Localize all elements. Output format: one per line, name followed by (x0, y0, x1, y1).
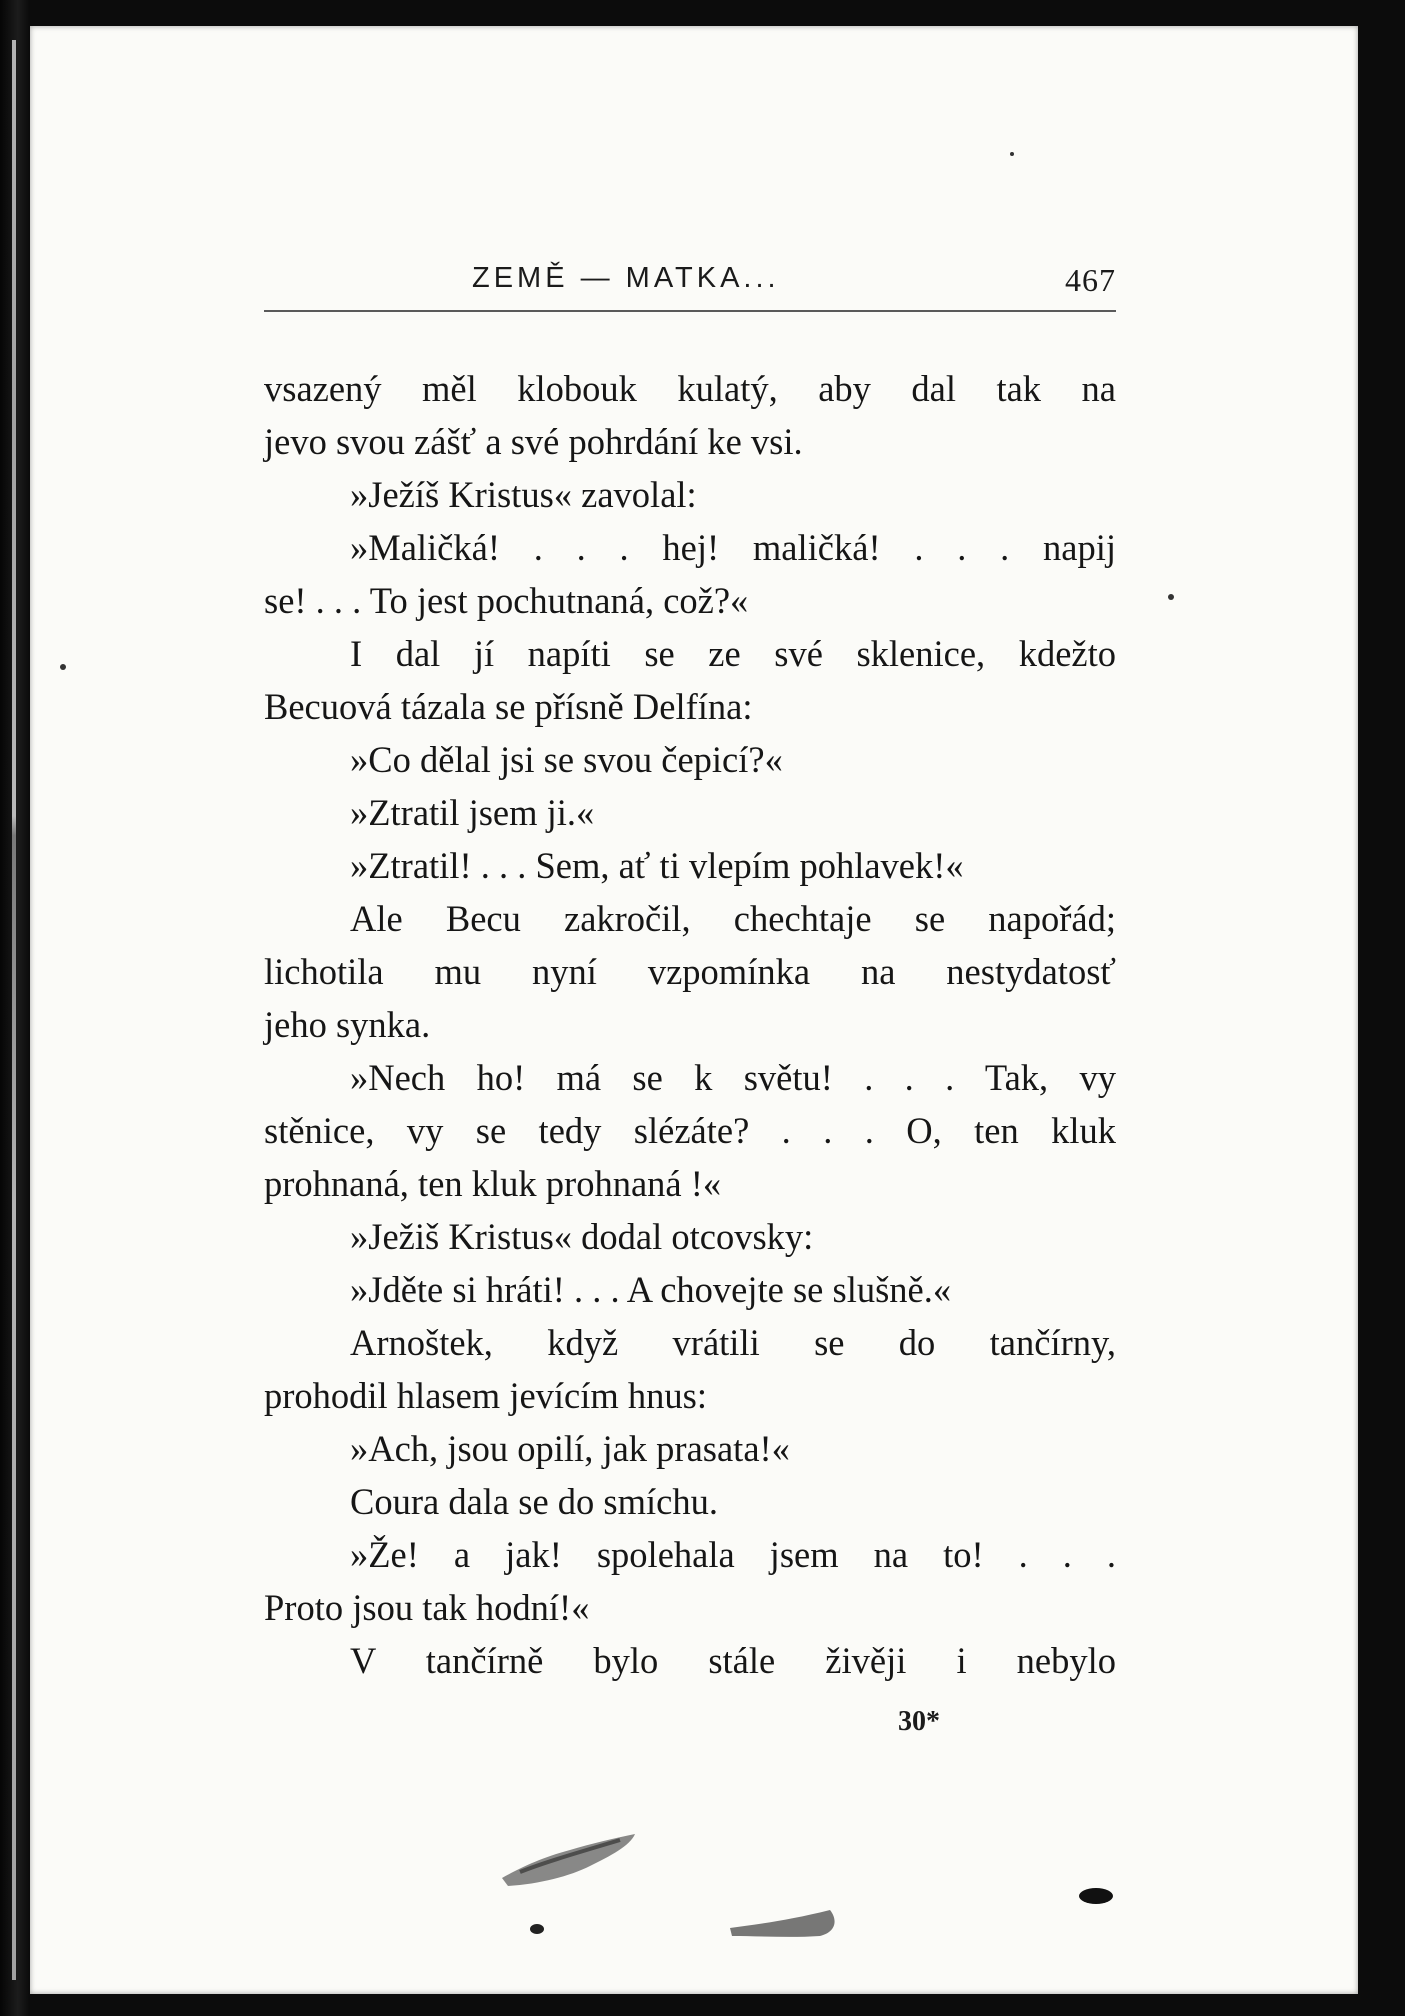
text-line: prohnaná, ten kluk prohnaná !« (264, 1163, 722, 1204)
text-line: »Jděte si hráti! . . . A chovejte se slušně.« (350, 1269, 952, 1310)
signature-mark: 30* (898, 1706, 940, 1737)
text-line: »Ježíš Kristus« zavolal: (350, 474, 697, 515)
text-line: jevo svou zášť a své pohrdání ke vsi. (264, 421, 803, 462)
text-line: »Nech ho! má se k světu! . . . Tak, vy (350, 1057, 1116, 1098)
text-line: V tančírně bylo stále živěji i nebylo (350, 1640, 1116, 1681)
ink-smudge (720, 1880, 850, 1940)
text-line: lichotila mu nyní vzpomínka na nestydatosť (264, 951, 1116, 992)
paper-speck (530, 1924, 544, 1934)
text-line: »Ztratil! . . . Sem, ať ti vlepím pohlavek!« (350, 845, 964, 886)
paper-speck (60, 664, 66, 670)
text-line: Becuová tázala se přísně Delfína: (264, 686, 753, 727)
text-line: se! . . . To jest pochutnaná, což?« (264, 580, 749, 621)
text-line: Arnoštek, když vrátili se do tančírny, (350, 1322, 1116, 1363)
text-line: I dal jí napíti se ze své sklenice, kdežto (350, 633, 1116, 674)
text-line: »Ach, jsou opilí, jak prasata!« (350, 1428, 790, 1469)
book-spine (0, 0, 30, 2016)
running-title: ZEMĚ — MATKA... (472, 262, 780, 294)
text-line: »Že! a jak! spolehala jsem na to! . . . (350, 1534, 1116, 1575)
text-line: Coura dala se do smíchu. (350, 1481, 718, 1522)
page-header (264, 258, 1116, 308)
page-number: 467 (1065, 262, 1116, 298)
text-line: Proto jsou tak hodní!« (264, 1587, 590, 1628)
text-line: vsazený měl klobouk kulatý, aby dal tak na (264, 368, 1116, 409)
text-line: Ale Becu zakročil, chechtaje se napořád; (350, 898, 1116, 939)
text-line: prohodil hlasem jevícím hnus: (264, 1375, 708, 1416)
body-text (264, 362, 1116, 1687)
text-line: »Co dělal jsi se svou čepicí?« (350, 739, 783, 780)
header-rule (264, 310, 1116, 312)
spine-edge (12, 40, 16, 1980)
paper-speck (1010, 152, 1014, 156)
paper-speck (1168, 594, 1174, 600)
text-line: »Ztratil jsem ji.« (350, 792, 595, 833)
text-line: stěnice, vy se tedy slézáte? . . . O, ten kluk (264, 1110, 1116, 1151)
ink-smudge (1078, 1886, 1114, 1906)
text-line: jeho synka. (264, 1004, 431, 1045)
ink-smudge (500, 1828, 640, 1888)
text-line: »Maličká! . . . hej! maličká! . . . napij (350, 527, 1116, 568)
text-line: »Ježiš Kristus« dodal otcovsky: (350, 1216, 814, 1257)
